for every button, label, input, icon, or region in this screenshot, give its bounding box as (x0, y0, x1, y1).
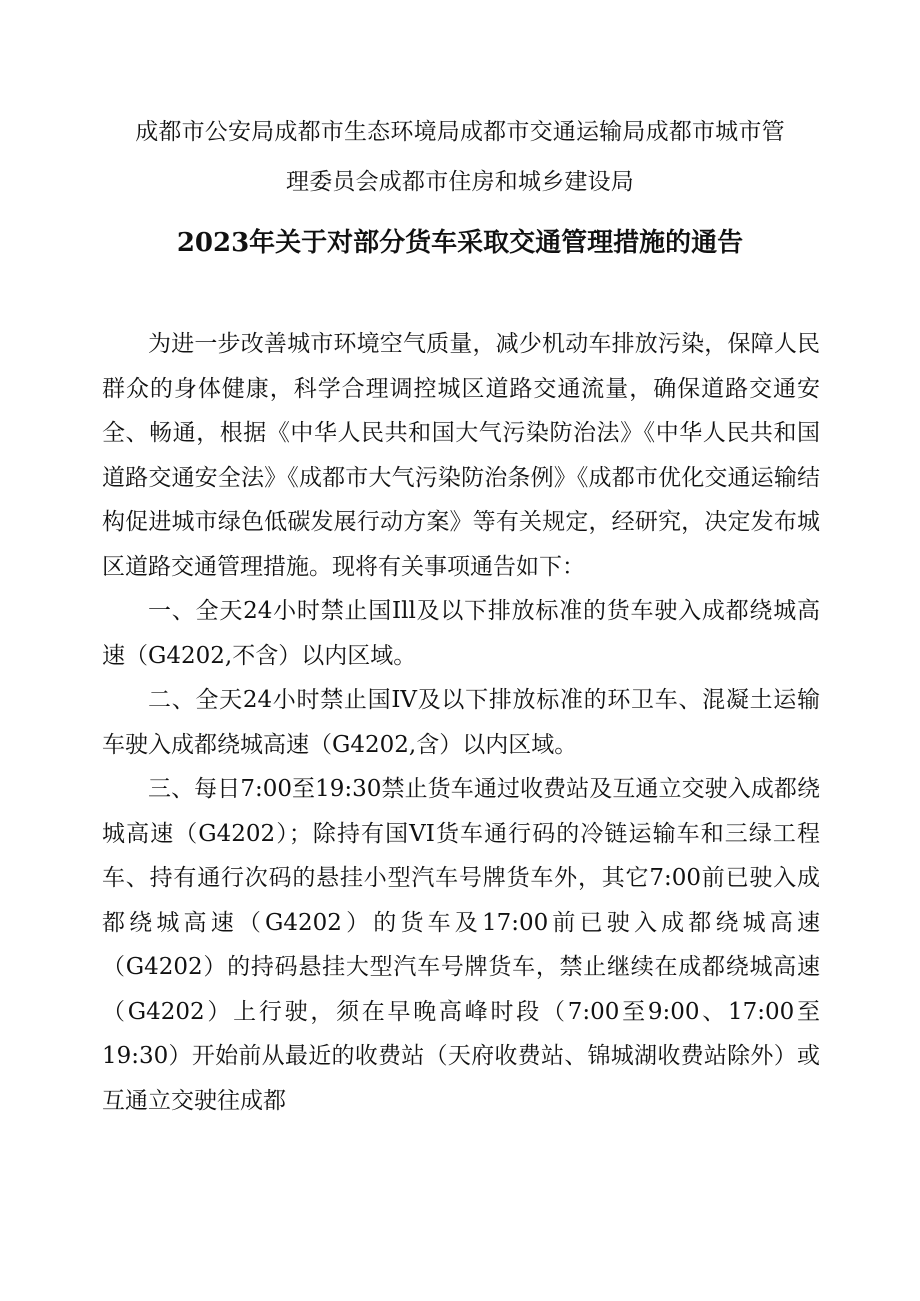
paragraph-item-3: 三、每日7:00至19:30禁止货车通过收费站及互通立交驶入成都绕城高速（G4202）；除持有国VI货车通行码的冷链运输车和三绿工程车、持有通行次码的悬挂小型汽车号牌货车外，其它7:00前已驶入成都绕城高速（G4202）的货车及17:00前已驶入成都绕城高速（G4202）的持码悬挂大型汽车号牌货车，禁止继续在成都绕城高速（G4202）上行驶，须在早晚高峰时段（7:00至9:00、17:00至19:30）开始前从最近的收费站（天府收费站、锦城湖收费站除外）或互通立交驶往成都 (102, 776, 820, 1114)
paragraph-item-2: 二、全天24小时禁止国IV及以下排放标准的环卫车、混凝土运输车驶入成都绕城高速（G4202,含）以内区域。 (102, 687, 820, 758)
notice-body (102, 322, 820, 1123)
issuer-line-1: 成都市公安局成都市生态环境局成都市交通运输局成都市城市管 (135, 119, 785, 145)
issuer-line-2: 理委员会成都市住房和城乡建设局 (286, 169, 634, 195)
paragraph-item-1: 一、全天24小时禁止国Ill及以下排放标准的货车驶入成都绕城高速（G4202,不含）以内区域。 (102, 598, 820, 669)
paragraph-intro: 为进一步改善城市环境空气质量，减少机动车排放污染，保障人民群众的身体健康，科学合理调控城区道路交通流量，确保道路交通安全、畅通，根据《中华人民共和国大气污染防治法》《中华人民共和国道路交通安全法》《成都市大气污染防治条例》《成都市优化交通运输结构促进城市绿色低碳发展行动方案》等有关规定，经研究，决定发布城区道路交通管理措施。现将有关事项通告如下： (102, 331, 820, 580)
notice-title: 2023年关于对部分货车采取交通管理措施的通告 (176, 228, 744, 258)
